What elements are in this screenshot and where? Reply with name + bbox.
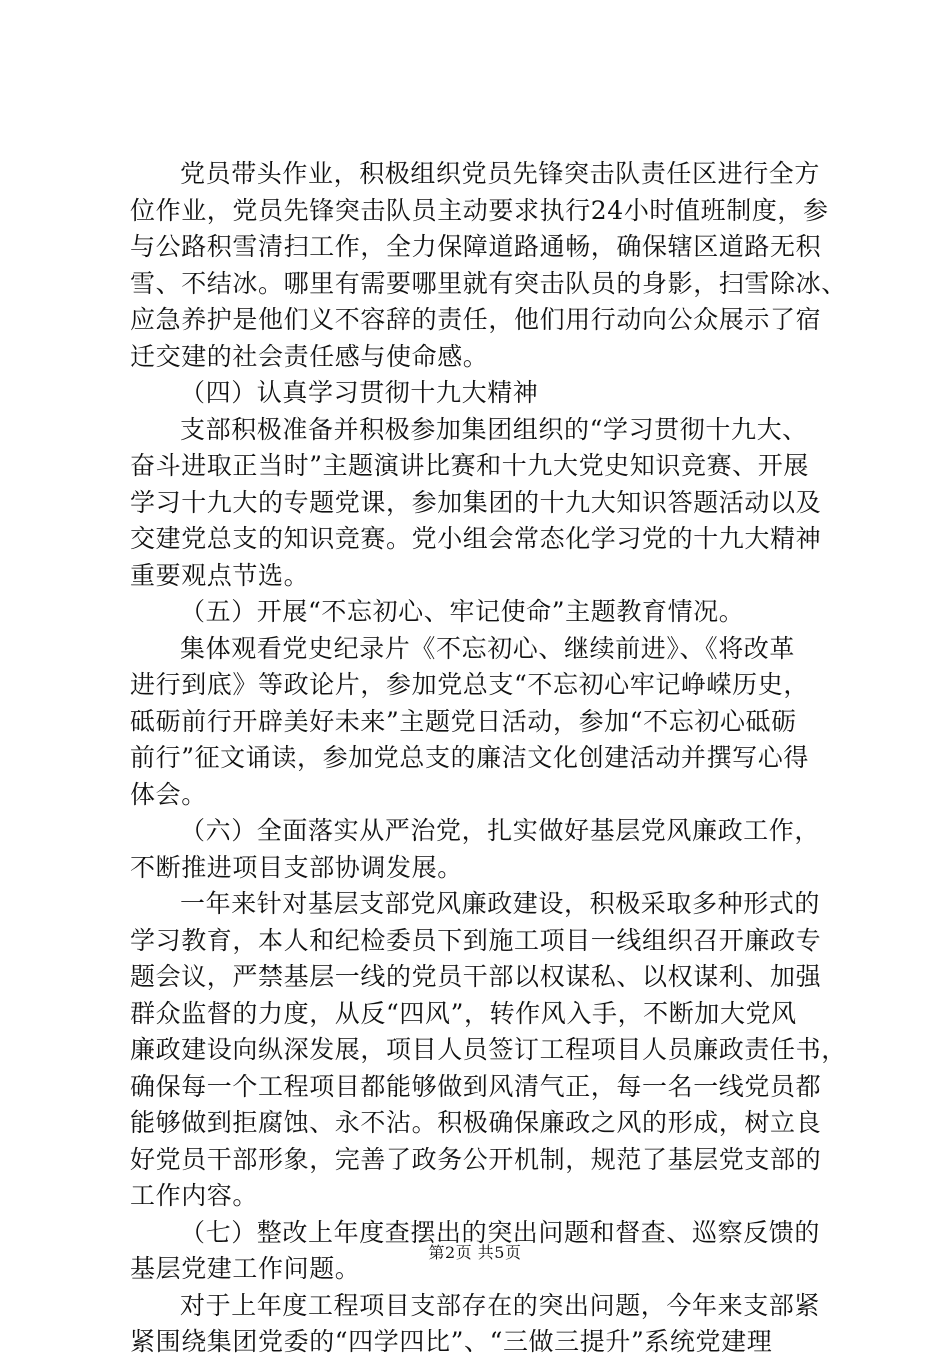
text-line: 前行”征文诵读，参加党总支的廉洁文化创建活动并撰写心得	[130, 743, 809, 772]
section-heading: 不断推进项目支部协调发展。	[130, 852, 463, 882]
text-line: 迁交建的社会责任感与使命感。	[130, 341, 489, 371]
text-line: 重要观点节选。	[130, 560, 310, 590]
text-line: 工作内容。	[130, 1181, 259, 1210]
text-line: 党员带头作业，积极组织党员先锋突击队责任区进行全方	[180, 159, 821, 188]
text-line: 砥砺前行开辟美好未来”主题党日活动，参加“不忘初心砥砺	[130, 706, 797, 736]
text-line: 确保每一个工程项目都能够做到风清气正，每一名一线党员都	[130, 1071, 822, 1101]
text-line: 廉政建设向纵深发展，项目人员签订工程项目人员廉政责任书，	[130, 1035, 847, 1064]
section-heading: （四）认真学习贯彻十九大精神	[180, 378, 539, 407]
section-heading: （五）开展“不忘初心、牢记使命”主题教育情况。	[180, 597, 745, 626]
text-line: 交建党总支的知识竞赛。党小组会常态化学习党的十九大精神	[130, 524, 822, 553]
text-line: 好党员干部形象，完善了政务公开机制，规范了基层党支部的	[130, 1144, 822, 1174]
text-line: 体会。	[130, 779, 207, 809]
section-heading: （七）整改上年度查摆出的突出问题和督查、巡察反馈的	[180, 1217, 821, 1247]
text-line: 对于上年度工程项目支部存在的突出问题，今年来支部紧	[180, 1290, 821, 1320]
text-line: 一年来针对基层支部党风廉政建设，积极采取多种形式的	[180, 889, 821, 918]
text-line: 奋斗进取正当时”主题演讲比赛和十九大党史知识竞赛、开展	[130, 451, 809, 480]
document-body	[130, 156, 847, 1361]
text-line: 题会议，严禁基层一线的党员干部以权谋私、以权谋利、加强	[130, 962, 822, 991]
text-line: 进行到底》等政论片，参加党总支“不忘初心牢记峥嵘历史，	[130, 670, 809, 699]
text-line: 学习十九大的专题党课，参加集团的十九大知识答题活动以及	[130, 487, 822, 517]
text-line: 群众监督的力度，从反“四风”，转作风入手，不断加大党风	[130, 998, 797, 1028]
text-line: 能够做到拒腐蚀、永不沾。积极确保廉政之风的形成，树立良	[130, 1108, 822, 1137]
text-line: 紧围绕集团党委的“四学四比”、“三做三提升”系统党建理	[130, 1327, 773, 1356]
section-heading: 基层党建工作问题。	[130, 1254, 361, 1283]
text-line: 集体观看党史纪录片《不忘初心、继续前进》、《将改革	[180, 633, 796, 663]
text-line: 雪、不结冰。哪里有需要哪里就有突击队员的身影，扫雪除冰、	[130, 268, 847, 298]
text-line: 位作业，党员先锋突击队员主动要求执行24小时值班制度，参	[130, 195, 829, 225]
text-line: 支部积极准备并积极参加集团组织的“学习贯彻十九大、	[180, 414, 808, 444]
section-heading: （六）全面落实从严治党，扎实做好基层党风廉政工作，	[180, 816, 821, 845]
page-number: 第2页 共5页	[428, 1243, 522, 1262]
text-line: 与公路积雪清扫工作，全力保障道路通畅，确保辖区道路无积	[130, 232, 822, 261]
text-line: 学习教育，本人和纪检委员下到施工项目一线组织召开廉政专	[130, 925, 822, 955]
text-line: 应急养护是他们义不容辞的责任，他们用行动向公众展示了宿	[130, 305, 822, 334]
